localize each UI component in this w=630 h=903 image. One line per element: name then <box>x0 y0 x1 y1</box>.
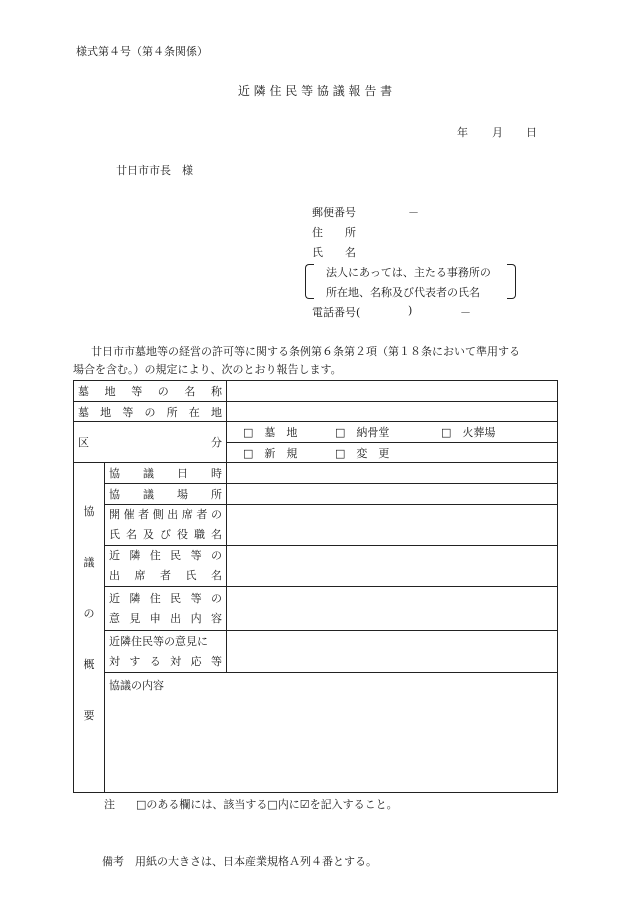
input-resident-attendees[interactable] <box>227 546 558 587</box>
label-char: 協 <box>109 467 120 480</box>
label-char: 称 <box>210 385 222 398</box>
label-char: の <box>157 385 169 398</box>
label-char: 等 <box>131 385 143 398</box>
postal-label: 郵便番号 <box>312 206 356 219</box>
label-char: 職 <box>194 528 205 541</box>
label-opinion-1 <box>109 589 222 609</box>
content-area[interactable] <box>105 673 558 793</box>
label-char: 等 <box>190 549 202 562</box>
label-place-text <box>109 486 222 502</box>
label-datetime <box>105 463 227 484</box>
label-char: 容 <box>210 611 222 625</box>
label-char: 対 <box>109 654 120 668</box>
label-class-r: 分 <box>211 436 222 449</box>
input-location[interactable] <box>227 402 558 422</box>
postal-dash: － <box>408 206 419 219</box>
label-char: 住 <box>149 549 161 562</box>
label-char: 席 <box>181 508 193 521</box>
label-resid-1 <box>109 546 222 566</box>
checkbox-cemetery[interactable]: □ 墓 地 <box>243 426 298 439</box>
label-char: 時 <box>211 467 222 480</box>
label-char: 議 <box>143 488 154 501</box>
phone-label: 電話番号( <box>312 306 361 319</box>
label-resident-attendees <box>105 546 227 587</box>
label-char: 役 <box>177 528 188 541</box>
label-char: 等 <box>122 405 134 419</box>
label-response-2 <box>109 652 222 672</box>
label-char: 出 <box>170 611 182 625</box>
label-char: す <box>129 654 141 668</box>
label-char: 住 <box>149 591 161 605</box>
label-location-text <box>78 404 222 420</box>
label-name-text <box>78 383 222 399</box>
label-char: 名 <box>211 528 222 541</box>
label-opinions <box>105 587 227 631</box>
label-char: 近 <box>109 549 120 562</box>
bracket-left <box>305 264 314 299</box>
label-char: 及 <box>143 528 154 541</box>
label-class <box>74 422 227 463</box>
label-char: 近 <box>109 591 120 605</box>
page-title: 近 隣 住 民 等 協 議 報 告 書 <box>237 84 393 98</box>
content-label: 協議の内容 <box>109 679 164 692</box>
label-response <box>105 631 227 673</box>
label-char: 等 <box>190 591 202 605</box>
label-char: 墓 <box>78 385 89 398</box>
label-char: び <box>160 528 171 541</box>
label-char: 所 <box>211 488 222 501</box>
bracket-line-1: 法人にあっては、主たる事務所の <box>326 266 491 279</box>
name-label: 氏 名 <box>312 246 356 259</box>
label-char: 席 <box>134 569 146 582</box>
label-char: 所 <box>166 405 178 419</box>
input-response[interactable] <box>227 631 558 673</box>
input-host-attendees[interactable] <box>227 505 558 546</box>
label-summary <box>74 463 105 793</box>
class-kind-options <box>227 443 558 463</box>
label-char: る <box>149 654 161 668</box>
label-place <box>105 484 227 505</box>
label-host-2 <box>109 525 222 545</box>
input-place[interactable] <box>227 484 558 505</box>
label-char: 開 <box>109 508 120 521</box>
label-char: 地 <box>104 385 116 398</box>
label-location <box>74 402 227 422</box>
label-char: 民 <box>170 549 182 562</box>
note-label: 注 <box>104 798 115 811</box>
label-char: 地 <box>210 405 222 419</box>
label-char: 名 <box>126 528 137 541</box>
address-label: 住 所 <box>312 226 356 239</box>
summary-char-5: 要 <box>83 709 95 723</box>
label-char: 在 <box>188 405 200 419</box>
label-char: の <box>210 508 222 521</box>
label-char: 議 <box>143 467 154 480</box>
label-char: 内 <box>190 611 202 625</box>
label-host-attendees <box>105 505 227 546</box>
remark: 備考 用紙の大きさは、日本産業規格Ａ列４番とする。 <box>102 855 377 868</box>
label-char: 出 <box>109 569 120 582</box>
label-char: 側 <box>152 508 164 521</box>
label-char: 隣 <box>129 549 141 562</box>
label-char: 者 <box>196 508 208 521</box>
label-char: 協 <box>109 488 120 501</box>
label-char: 地 <box>100 405 112 419</box>
label-datetime-text <box>109 465 222 481</box>
checkbox-ossuary[interactable]: □ 納骨堂 <box>335 426 390 439</box>
label-name <box>74 381 227 402</box>
summary-char-1: 協 <box>83 504 95 518</box>
checkbox-new[interactable]: □ 新 規 <box>243 446 298 460</box>
report-table <box>73 380 558 793</box>
label-char: 名 <box>211 569 222 582</box>
label-char: 対 <box>170 654 182 668</box>
label-char: 見 <box>129 611 141 625</box>
label-resid-2 <box>109 566 222 586</box>
label-char: 出 <box>167 508 179 521</box>
phone-close: ) <box>408 304 413 317</box>
label-host-1 <box>109 505 222 525</box>
label-char: の <box>144 405 156 419</box>
label-opinion-2 <box>109 609 222 629</box>
bracket-right <box>507 264 516 299</box>
date-day: 日 <box>526 126 537 139</box>
label-response-1: 近隣住民等の意見に <box>109 634 208 648</box>
input-name[interactable] <box>227 381 558 402</box>
label-char: 名 <box>184 385 196 398</box>
label-char: 墓 <box>78 405 89 419</box>
intro-line-1: 廿日市市墓地等の経営の許可等に関する条例第６条第２項（第１８条において準用する <box>91 345 520 358</box>
date-month: 月 <box>492 126 503 139</box>
label-char: 催 <box>123 508 135 521</box>
summary-char-2: 議 <box>83 555 95 569</box>
input-opinions[interactable] <box>227 587 558 631</box>
phone-dash: － <box>460 306 471 319</box>
label-char: 隣 <box>129 591 141 605</box>
label-char: 氏 <box>109 528 120 541</box>
form-number: 様式第４号（第４条関係） <box>76 45 208 58</box>
label-char: 民 <box>170 591 182 605</box>
label-char: 者 <box>160 569 171 582</box>
label-char: 者 <box>138 508 150 521</box>
label-class-l: 区 <box>78 436 89 449</box>
note-text: □のある欄には、該当する□内に☑を記入すること。 <box>136 798 398 811</box>
label-char: 氏 <box>185 569 197 582</box>
class-type-options <box>227 422 558 443</box>
addressee: 廿日市市長 様 <box>116 164 193 177</box>
label-char: の <box>210 549 222 562</box>
summary-char-4: 概 <box>83 658 95 672</box>
label-char: 意 <box>109 611 120 625</box>
label-char: 場 <box>177 488 188 501</box>
label-char: 申 <box>149 611 161 625</box>
checkbox-crematory[interactable]: □ 火葬場 <box>441 426 496 439</box>
label-char: 日 <box>177 467 188 480</box>
date-year: 年 <box>457 126 468 139</box>
bracket-line-2: 所在地、名称及び代表者の氏名 <box>326 286 480 299</box>
intro-line-2: 場合を含む。）の規定により、次のとおり報告します。 <box>73 363 342 376</box>
summary-char-3: の <box>83 606 95 620</box>
label-char: 等 <box>210 654 222 668</box>
input-datetime[interactable] <box>227 463 558 484</box>
checkbox-change[interactable]: □ 変 更 <box>335 446 390 460</box>
label-char: 応 <box>190 654 202 668</box>
label-char: の <box>210 591 222 605</box>
